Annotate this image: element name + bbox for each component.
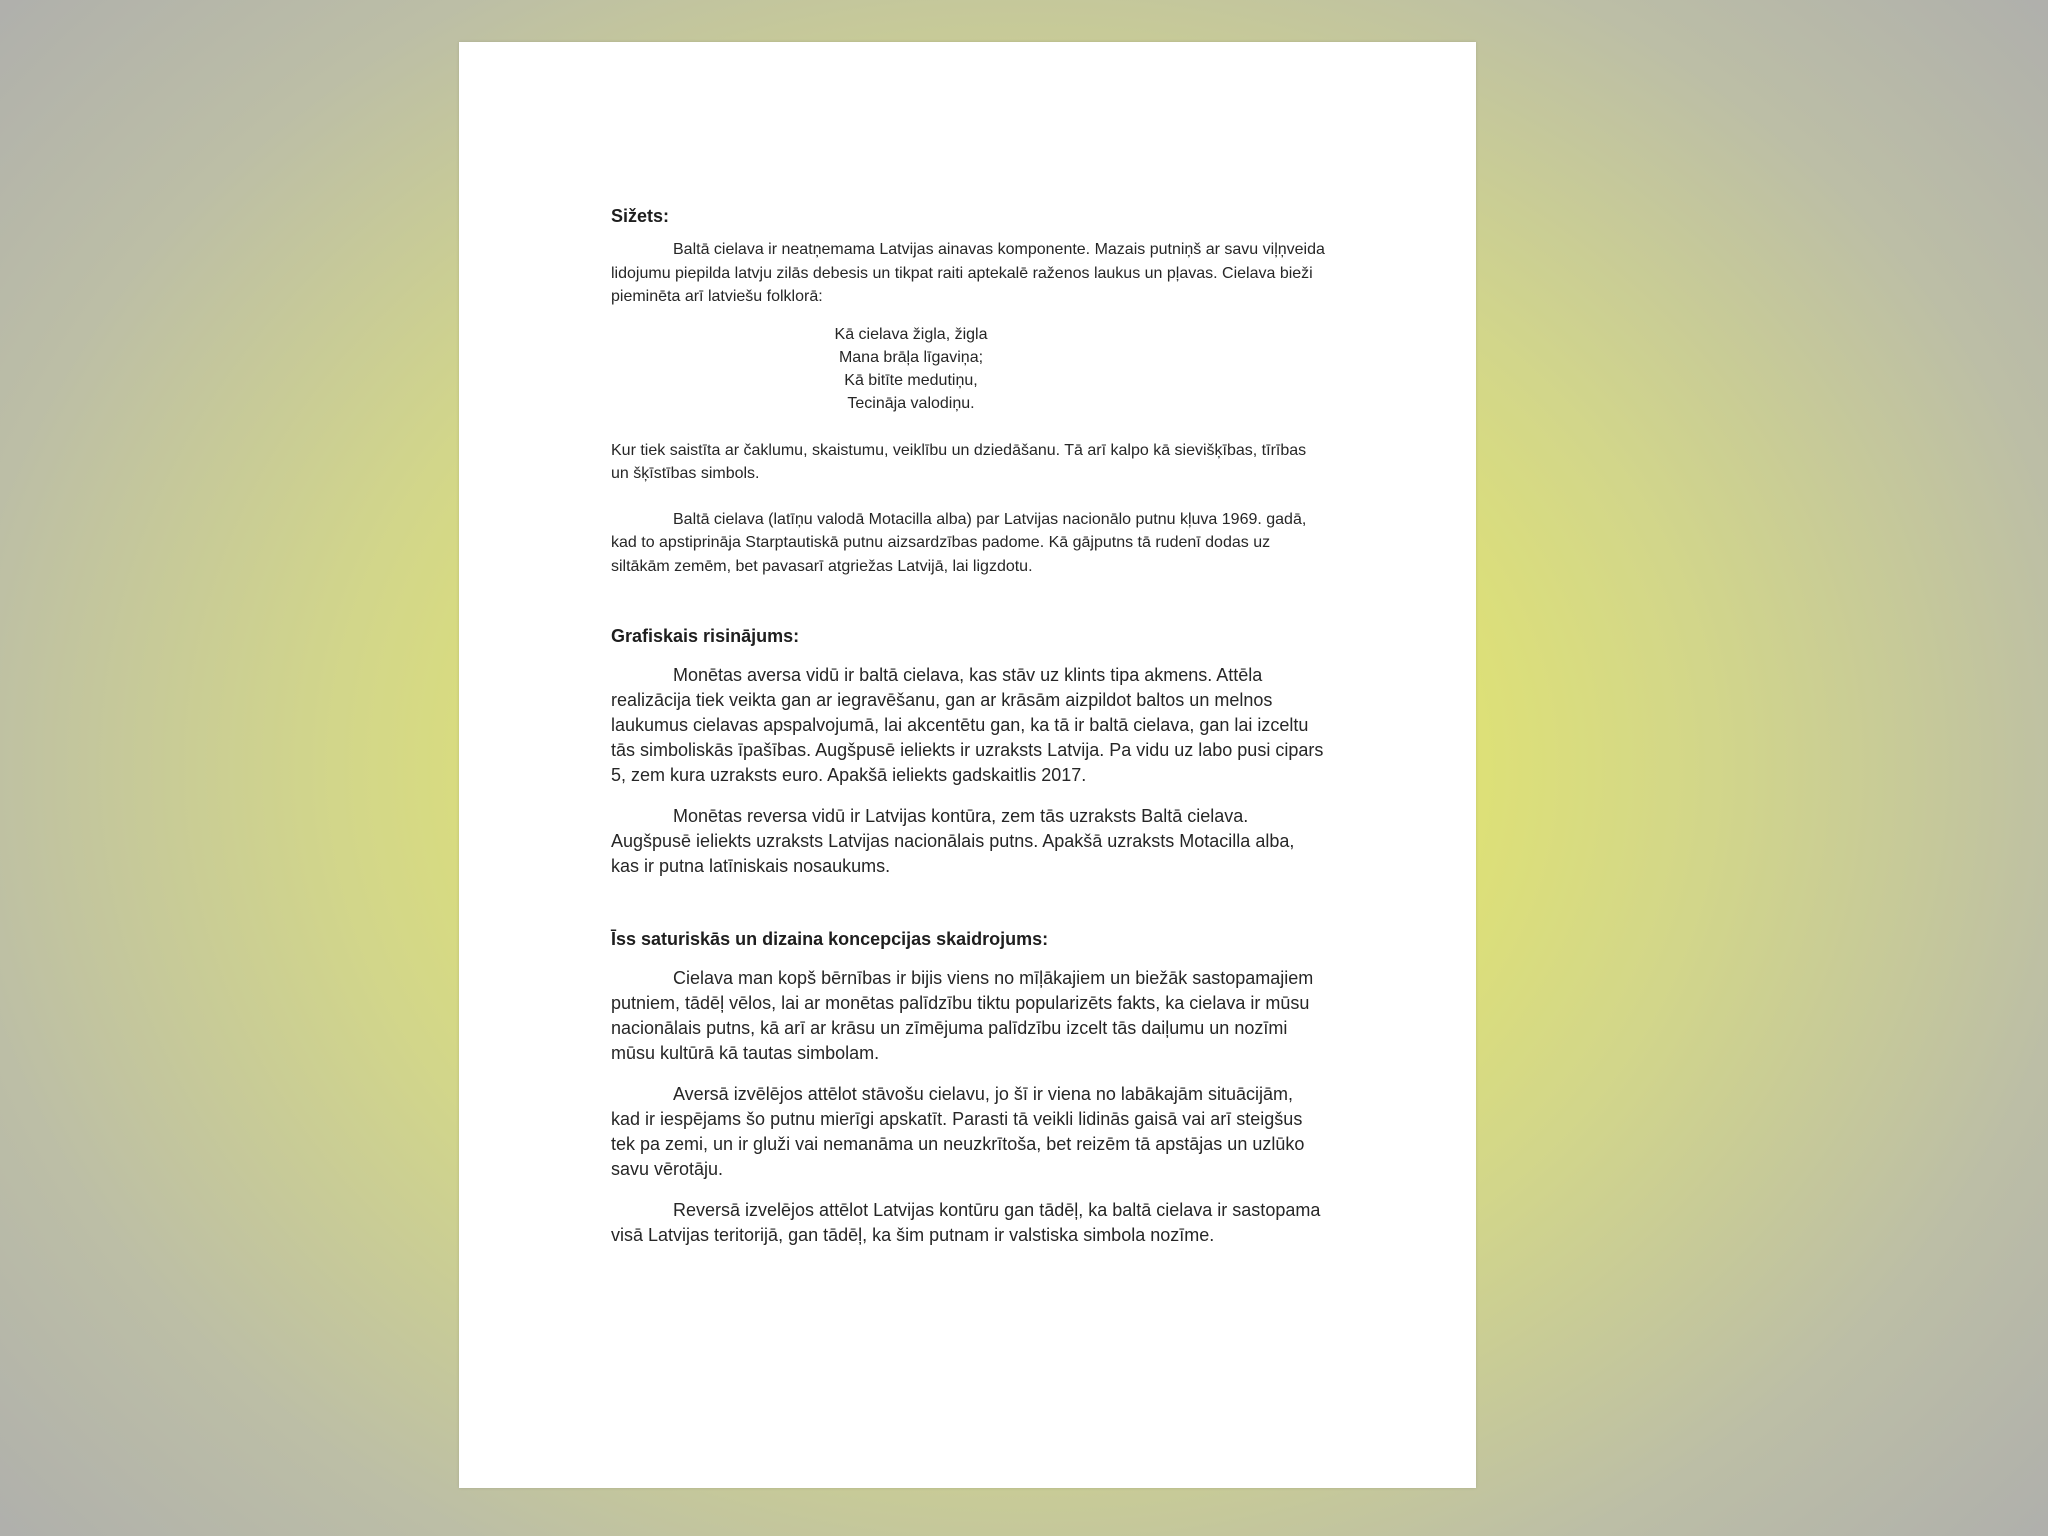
section-heading: Sižets: bbox=[611, 206, 670, 226]
poem-line: Mana brāļa līgaviņa; bbox=[838, 348, 984, 366]
document-content bbox=[611, 162, 1326, 1248]
paragraph: Baltā cielava ir neatņemama Latvijas ainavas komponente. Mazais putniņš ar savu viļņveida lidojumu piepilda latvju zilās debesis un tikpat raiti aptekalē raženos laukus un pļavas. Cielava bieži pieminēta arī latviešu folklorā: bbox=[611, 241, 1325, 305]
paragraph: Reversā izvelējos attēlot Latvijas kontūru gan tādēļ, ka baltā cielava ir sastopama visā Latvijas teritorijā, gan tādēļ, ka šim putnam ir valstiska simbola nozīme. bbox=[611, 1200, 1321, 1245]
paragraph: Baltā cielava (latīņu valodā Motacilla alba) par Latvijas nacionālo putnu kļuva 1969. gadā, kad to apstiprināja Starptautiskā putnu aizsardzības padome. Kā gājputns tā rudenī dodas uz siltākām zemēm, bet pavasarī atgriežas Latvijā, lai ligzdotu. bbox=[611, 510, 1307, 575]
section-sizets bbox=[611, 206, 1326, 578]
section-heading: Grafiskais risinājums: bbox=[611, 626, 800, 646]
section-koncepcijas-skaidrojums bbox=[611, 929, 1326, 1248]
poem-line: Tecināja valodiņu. bbox=[847, 394, 975, 412]
paragraph: Kur tiek saistīta ar čaklumu, skaistumu, veiklību un dziedāšanu. Tā arī kalpo kā sievišķības, tīrības un šķīstības simbols. bbox=[611, 441, 1307, 482]
folk-poem bbox=[611, 323, 1211, 415]
section-grafiskais-risinajums bbox=[611, 626, 1326, 879]
document-page bbox=[459, 42, 1476, 1488]
paragraph: Monētas aversa vidū ir baltā cielava, kas stāv uz klints tipa akmens. Attēla realizācija tiek veikta gan ar iegravēšanu, gan ar krāsām aizpildot baltos un melnos laukumus cielavas apspalvojumā, lai akcentētu gan, ka tā ir baltā cielava, gan lai izceltu tās simboliskās īpašības. Augšpusē ieliekts ir uzraksts Latvija. Pa vidu uz labo pusi cipars 5, zem kura uzraksts euro. Apakšā ieliekts gadskaitlis 2017. bbox=[611, 665, 1324, 785]
paragraph: Monētas reversa vidū ir Latvijas kontūra, zem tās uzraksts Baltā cielava. Augšpusē ieliekts uzraksts Latvijas nacionālais putns. Apakšā uzraksts Motacilla alba, kas ir putna latīniskais nosaukums. bbox=[611, 806, 1295, 876]
poem-line: Kā bitīte medutiņu, bbox=[844, 371, 978, 389]
poem-line: Kā cielava žigla, žigla bbox=[834, 325, 988, 343]
paragraph: Aversā izvēlējos attēlot stāvošu cielavu, jo šī ir viena no labākajām situācijām, kad ir iespējams šo putnu mierīgi apskatīt. Parasti tā veikli lidinās gaisā vai arī steigšus tek pa zemi, un ir gluži vai nemanāma un neuzkrītoša, bet reizēm tā apstājas un uzlūko savu vērotāju. bbox=[611, 1084, 1305, 1179]
section-heading: Īss saturiskās un dizaina koncepcijas skaidrojums: bbox=[611, 929, 1049, 949]
paragraph: Cielava man kopš bērnības ir bijis viens no mīļākajiem un biežāk sastopamajiem putniem, tādēļ vēlos, lai ar monētas palīdzību tiktu popularizēts fakts, ka cielava ir mūsu nacionālais putns, kā arī ar krāsu un zīmējuma palīdzību izcelt tās daiļumu un nozīmi mūsu kultūrā kā tautas simbolam. bbox=[611, 968, 1314, 1063]
